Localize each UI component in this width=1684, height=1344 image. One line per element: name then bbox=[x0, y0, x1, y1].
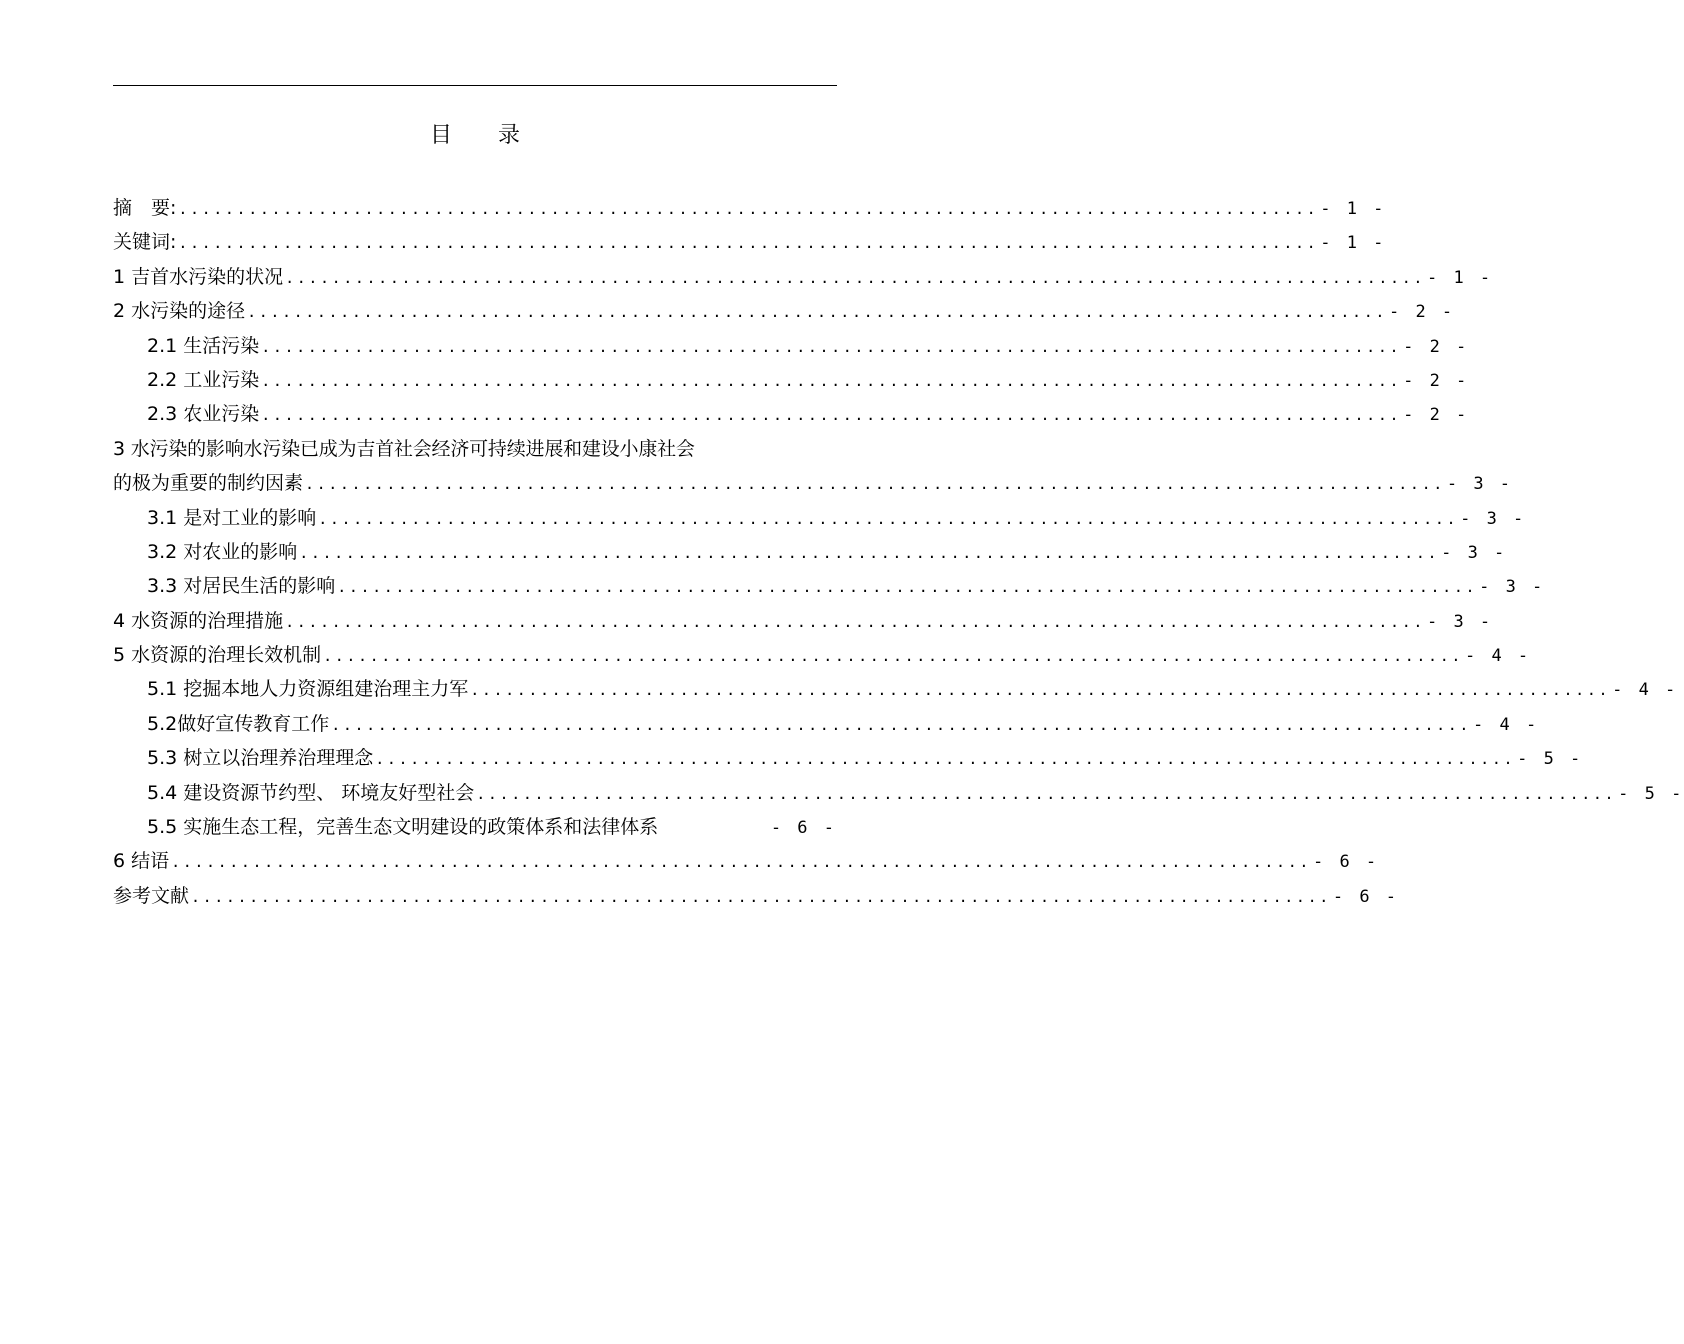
dot-leader: .................................................................................................. bbox=[375, 750, 1516, 769]
toc-entry-text: 2.3 农业污染 bbox=[147, 403, 260, 426]
toc-page-number: - 3 - bbox=[1446, 474, 1514, 495]
toc-entry-section-5-3[interactable] bbox=[113, 741, 1584, 775]
toc-entry-text: 3.1 是对工业的影响 bbox=[147, 506, 317, 529]
dot-leader: .................................................................................................. bbox=[285, 268, 1425, 287]
dot-leader: .................................................................................................. bbox=[323, 647, 1463, 666]
toc-entry-text: 5.5 实施生态工程，完善生态文明建设的政策体系和法律体系 bbox=[147, 816, 659, 839]
dot-leader: .................................................................................................. bbox=[318, 509, 1459, 528]
toc-page-number: - 6 - bbox=[1332, 886, 1400, 907]
toc-entry-text: 2 水污染的途径 bbox=[113, 300, 246, 323]
toc-entry-text: 6 结语 bbox=[113, 850, 170, 873]
toc-entry-text: 2.2 工业污染 bbox=[147, 368, 260, 391]
dot-leader: .................................................................................................. bbox=[337, 578, 1478, 597]
toc-entry-section-3[interactable] bbox=[113, 432, 1514, 501]
dot-leader: .................................................................................................. bbox=[470, 681, 1611, 700]
toc-page-number: - 6 - bbox=[770, 818, 837, 839]
toc-entry-section-2-2[interactable] bbox=[113, 363, 1470, 397]
toc-entry-section-4[interactable] bbox=[113, 604, 1494, 638]
toc-page-number: - 5 - bbox=[1618, 783, 1684, 804]
toc-page-number: - 4 - bbox=[1464, 646, 1532, 667]
toc-entry-section-2-3[interactable] bbox=[113, 397, 1470, 431]
toc-entry-text: 5 水资源的治理长效机制 bbox=[113, 644, 322, 667]
dot-leader: .................................................................................................. bbox=[178, 200, 1319, 218]
dot-leader: .................................................................................................. bbox=[476, 784, 1617, 803]
dot-leader: .................................................................................................. bbox=[178, 234, 1319, 253]
toc-entry-section-3-1[interactable] bbox=[113, 501, 1527, 535]
dot-leader: .................................................................................................. bbox=[261, 406, 1402, 425]
toc-entry-section-2[interactable] bbox=[113, 294, 1456, 328]
header-rule bbox=[113, 85, 837, 86]
dot-leader: .................................................................................................. bbox=[171, 853, 1311, 872]
toc-entry-abstract[interactable] bbox=[113, 191, 1387, 225]
toc-entry-text: 关键词: bbox=[113, 231, 177, 254]
toc-entry-section-6[interactable] bbox=[113, 844, 1380, 878]
toc-page-number: - 2 - bbox=[1388, 302, 1456, 323]
toc-entry-section-1[interactable] bbox=[113, 260, 1494, 294]
toc-page-number: - 6 - bbox=[1312, 852, 1380, 873]
toc-entry-text: 5.2做好宣传教育工作 bbox=[147, 712, 330, 735]
toc-page-number: - 3 - bbox=[1479, 577, 1546, 598]
toc-entry-text: 5.3 树立以治理养治理理念 bbox=[147, 747, 374, 770]
dot-leader: .................................................................................................. bbox=[285, 612, 1425, 631]
toc-entry-text: 4 水资源的治理措施 bbox=[113, 609, 284, 632]
toc-page-number: - 2 - bbox=[1403, 370, 1470, 391]
dot-leader: .................................................................................................. bbox=[261, 337, 1402, 356]
toc-title-part1: 目 bbox=[429, 123, 452, 148]
table-of-contents bbox=[113, 191, 1684, 913]
toc-entry-section-5-4[interactable] bbox=[113, 776, 1684, 810]
toc-page-number: - 1 - bbox=[1426, 267, 1494, 288]
toc-entry-text: 3.2 对农业的影响 bbox=[147, 540, 298, 563]
toc-entry-text: 参考文献 bbox=[113, 884, 190, 907]
toc-title bbox=[113, 120, 837, 152]
toc-entry-text: 3.3 对居民生活的影响 bbox=[147, 575, 336, 598]
toc-page-number: - 1 - bbox=[1320, 233, 1387, 254]
toc-entry-section-3-3[interactable] bbox=[113, 569, 1546, 603]
toc-title-part2: 录 bbox=[498, 123, 521, 148]
toc-entry-section-5[interactable] bbox=[113, 638, 1532, 672]
dot-leader: .................................................................................................. bbox=[305, 475, 1445, 494]
toc-entry-text: 5.1 挖掘本地人力资源组建治理主力军 bbox=[147, 678, 469, 701]
toc-page-number: - 1 - bbox=[1320, 199, 1387, 219]
toc-page-number: - 3 - bbox=[1441, 542, 1508, 563]
toc-page-number: - 5 - bbox=[1517, 749, 1584, 770]
toc-entry-section-2-1[interactable] bbox=[113, 329, 1470, 363]
toc-page-number: - 2 - bbox=[1403, 405, 1470, 426]
toc-entry-section-5-1[interactable] bbox=[113, 672, 1679, 706]
toc-page-number: - 4 - bbox=[1473, 714, 1540, 735]
toc-page-number: - 3 - bbox=[1426, 611, 1494, 632]
toc-entry-section-5-2[interactable] bbox=[113, 707, 1540, 741]
dot-leader: .................................................................................................. bbox=[191, 887, 1331, 906]
toc-page-number: - 4 - bbox=[1612, 680, 1679, 701]
toc-entry-references[interactable] bbox=[113, 879, 1400, 913]
toc-entry-text-line2: 的极为重要的制约因素 bbox=[113, 472, 304, 495]
toc-page-number: - 2 - bbox=[1403, 336, 1470, 357]
toc-entry-text: 摘 要: bbox=[113, 197, 177, 219]
toc-entry-text: 1 吉首水污染的状况 bbox=[113, 265, 284, 288]
toc-page-number: - 3 - bbox=[1460, 508, 1527, 529]
toc-entry-section-3-2[interactable] bbox=[113, 535, 1508, 569]
toc-entry-section-5-5[interactable] bbox=[113, 810, 837, 844]
toc-entry-text: 5.4 建设资源节约型、 环境友好型社会 bbox=[147, 781, 475, 804]
dot-leader: .................................................................................................. bbox=[261, 371, 1402, 390]
dot-leader: .................................................................................................. bbox=[247, 303, 1387, 322]
toc-entry-keywords[interactable] bbox=[113, 225, 1387, 259]
dot-leader: .................................................................................................. bbox=[331, 715, 1472, 734]
dot-leader: .................................................................................................. bbox=[299, 543, 1440, 562]
toc-entry-text-line1: 3 水污染的影响水污染已成为吉首社会经济可持续进展和建设小康社会 bbox=[113, 437, 695, 460]
toc-entry-text: 2.1 生活污染 bbox=[147, 334, 260, 357]
